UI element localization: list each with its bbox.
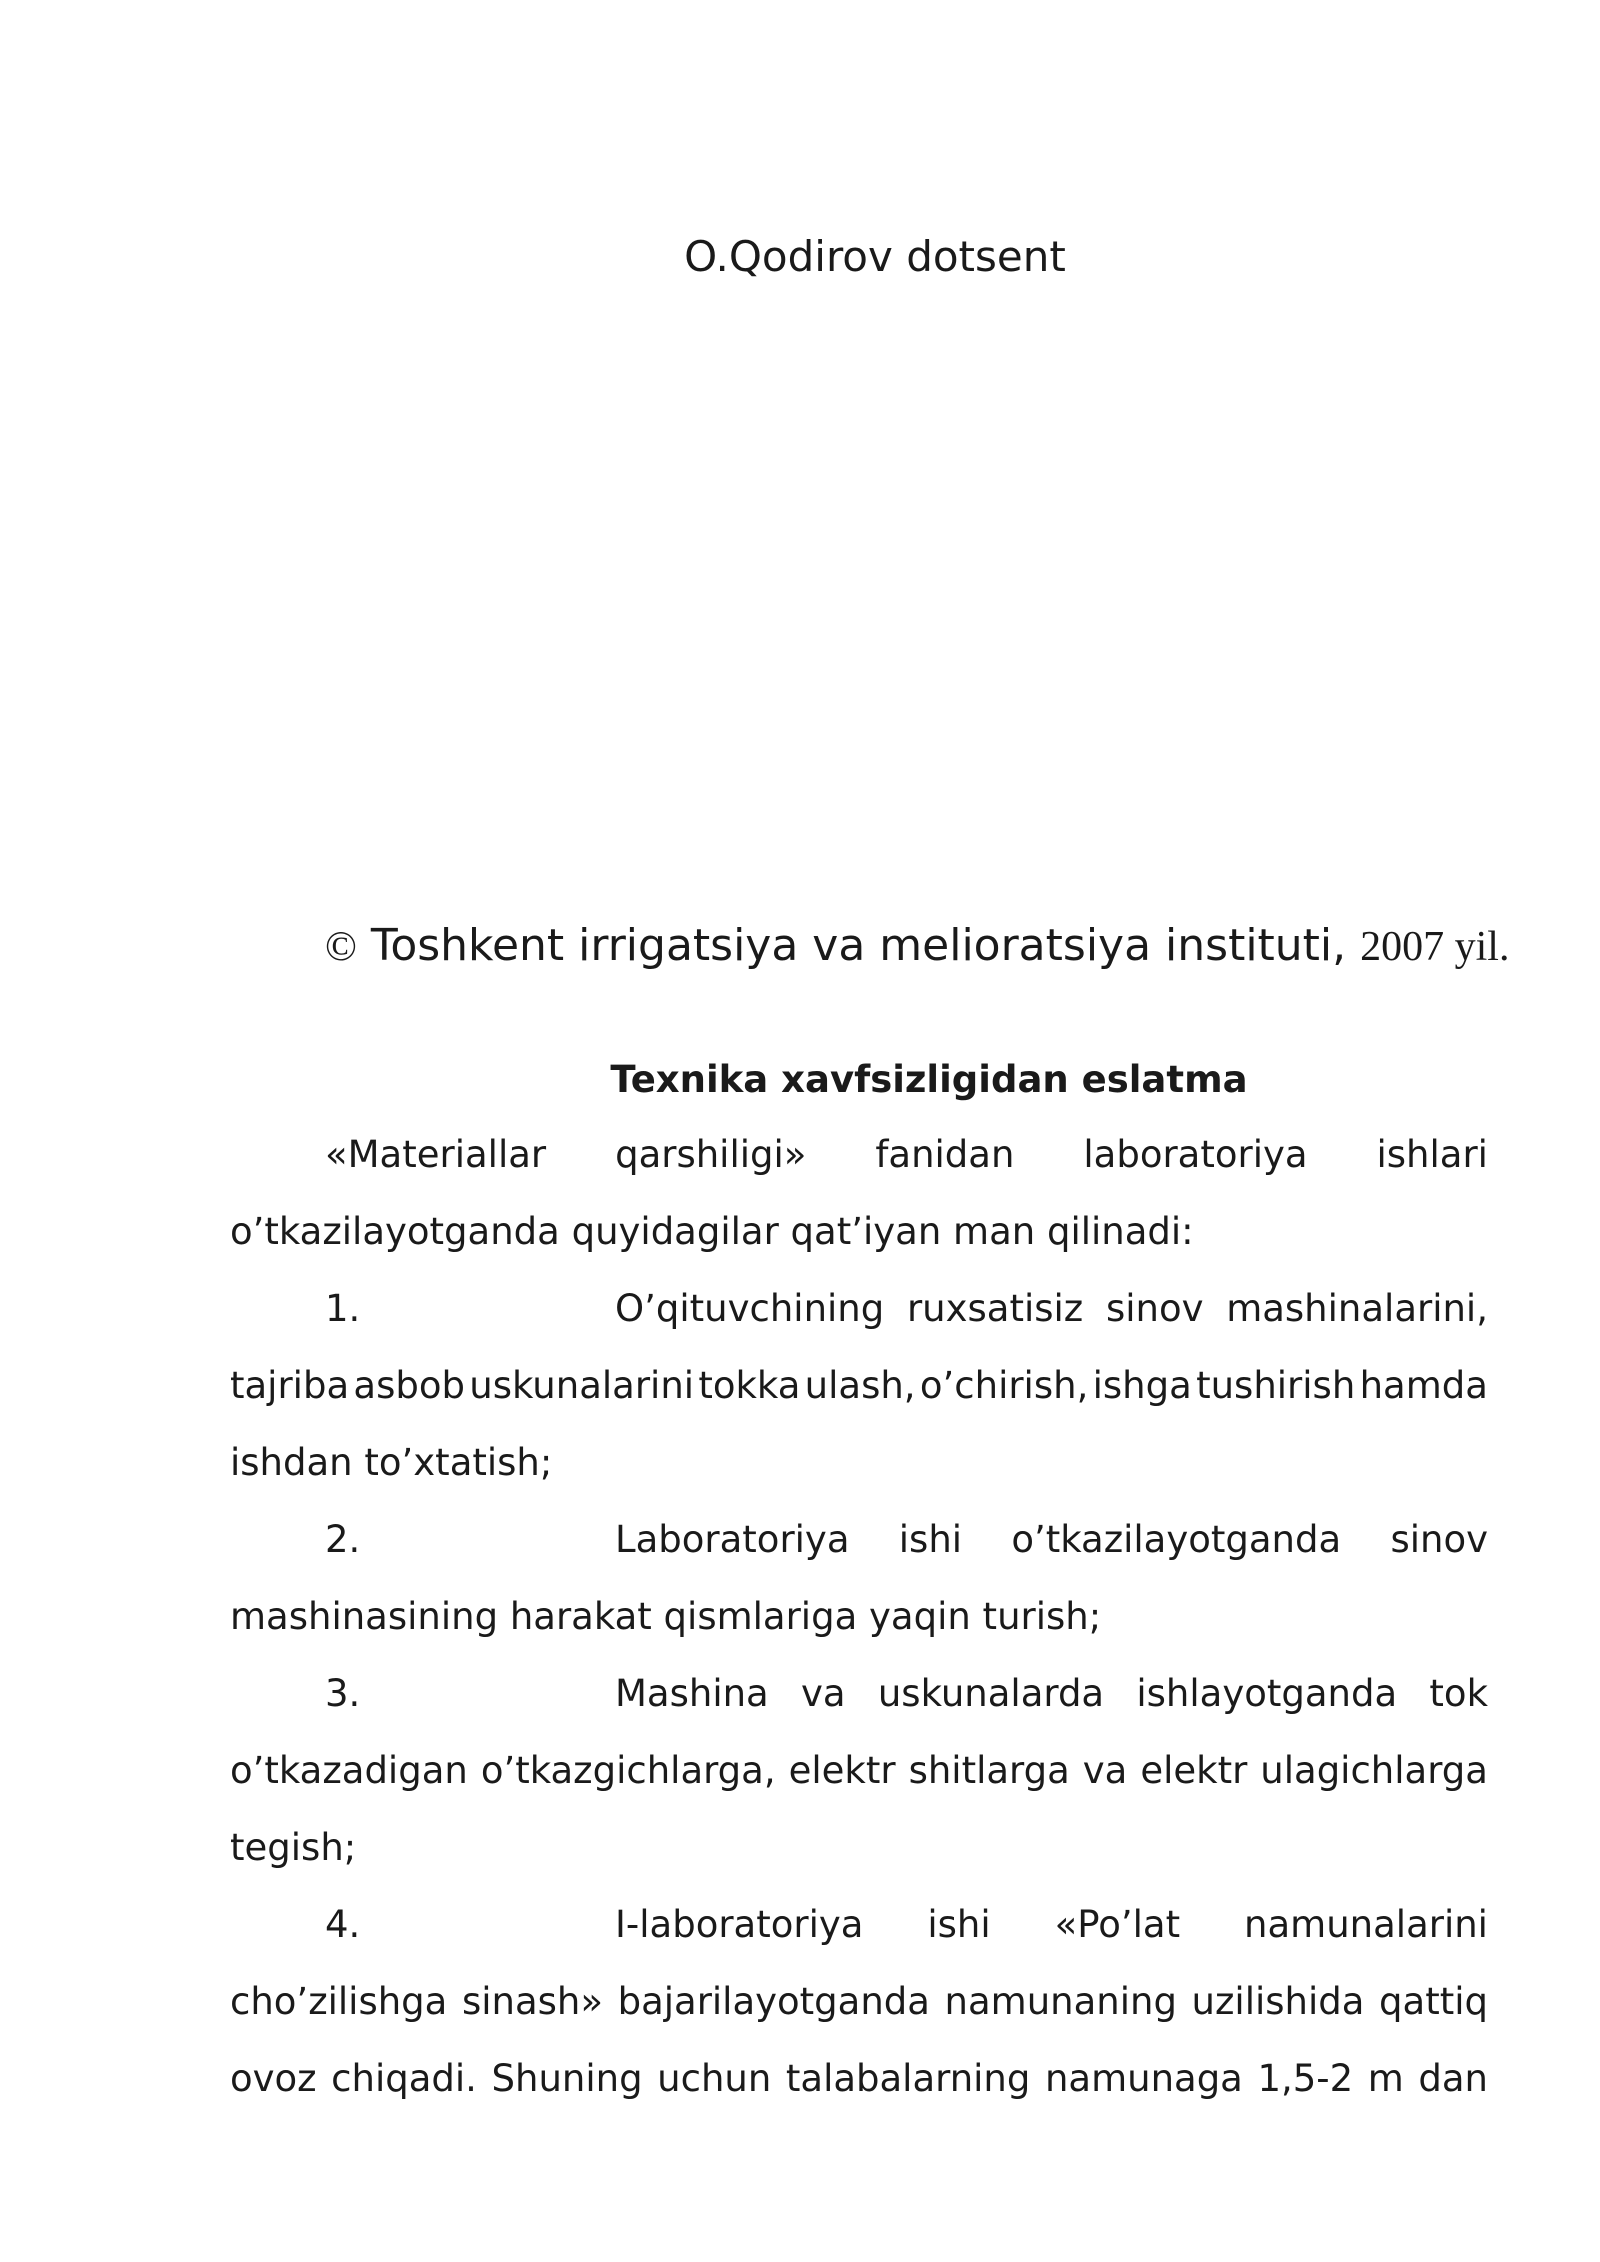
institute-name: Toshkent irrigatsiya va melioratsiya instituti, — [370, 920, 1347, 971]
list-item-word: I-laboratoriya — [615, 1903, 864, 1946]
document-body — [230, 1050, 1488, 2117]
copyright-symbol: © — [325, 924, 357, 970]
intro-word: ishlari — [1376, 1133, 1488, 1176]
list-item-word: namunalarini — [1244, 1903, 1488, 1946]
list-item-word: uskunalarda — [877, 1672, 1105, 1715]
list-item-word: tok — [1429, 1672, 1488, 1715]
intro-word: qarshiligi» — [615, 1133, 807, 1176]
list-item-head — [230, 1270, 1488, 1347]
author-line: O.Qodirov dotsent — [684, 232, 1066, 281]
list-item-word: o’tkazilayotganda — [1011, 1518, 1342, 1561]
intro-word: fanidan — [875, 1133, 1015, 1176]
list-item-line: tajriba asbob uskunalarini tokka ulash, o’chirish, ishga tushirish hamda — [230, 1364, 1488, 1407]
list-item-number: 1. — [325, 1287, 361, 1330]
list-item-word: va — [801, 1672, 846, 1715]
list-item-word: Mashina — [615, 1672, 769, 1715]
list-item-first-line — [615, 1655, 1488, 1732]
list-item-word: ishi — [927, 1903, 991, 1946]
list-item-word: O’qituvchining — [615, 1287, 885, 1330]
list-item-number: 2. — [325, 1518, 361, 1561]
intro-line-1 — [230, 1116, 1488, 1193]
list-item-line: tegish; — [230, 1826, 357, 1869]
list-item-first-line — [615, 1270, 1488, 1347]
list-item-head — [230, 1886, 1488, 1963]
section-title: Texnika xavfsizligidan eslatma — [610, 1058, 1248, 1101]
list-item-first-line — [615, 1501, 1488, 1578]
list-item-line: cho’zilishga sinash» bajarilayotganda namunaning uzilishida qattiq — [230, 1980, 1488, 2023]
list-item-line: mashinasining harakat qismlariga yaqin turish; — [230, 1595, 1102, 1638]
list-item-head — [230, 1501, 1488, 1578]
intro-line-2: o’tkazilayotganda quyidagilar qat’iyan man qilinadi: — [230, 1210, 1194, 1253]
list-item-word: ishi — [898, 1518, 963, 1561]
copyright-line — [325, 920, 1509, 971]
list-item-line: ovoz chiqadi. Shuning uchun talabalarning namunaga 1,5-2 m dan — [230, 2057, 1488, 2100]
rules-list — [230, 1270, 1488, 2117]
list-item-word: sinov — [1105, 1287, 1204, 1330]
list-item-line: o’tkazadigan o’tkazgichlarga, elektr shitlarga va elektr ulagichlarga — [230, 1749, 1488, 1792]
list-item-word: «Po’lat — [1054, 1903, 1181, 1946]
list-item-line: ishdan to’xtatish; — [230, 1441, 553, 1484]
list-item-word: ishlayotganda — [1136, 1672, 1398, 1715]
intro-word: «Materiallar — [325, 1133, 547, 1176]
copyright-year: 2007 yil. — [1360, 924, 1510, 970]
list-item-word: Laboratoriya — [615, 1518, 850, 1561]
intro-word: laboratoriya — [1083, 1133, 1308, 1176]
list-item-word: ruxsatisiz — [906, 1287, 1084, 1330]
list-item-word: sinov — [1390, 1518, 1488, 1561]
list-item-number: 3. — [325, 1672, 361, 1715]
list-item-head — [230, 1655, 1488, 1732]
list-item-word: mashinalarini, — [1226, 1287, 1488, 1330]
list-item-first-line — [615, 1886, 1488, 1963]
list-item-number: 4. — [325, 1903, 361, 1946]
